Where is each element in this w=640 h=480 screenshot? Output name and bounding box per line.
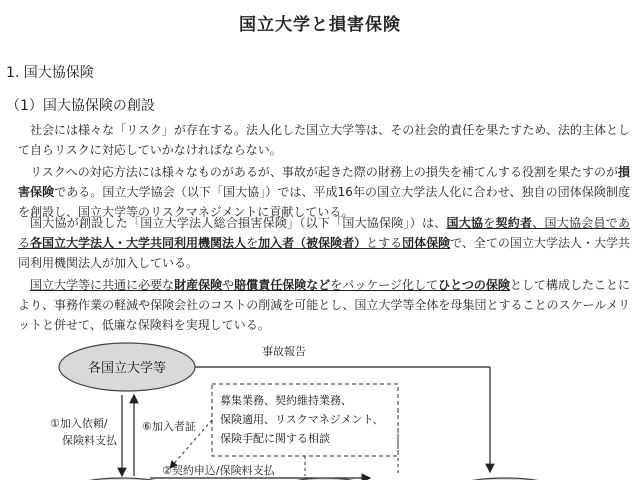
page-title: 国立大学と損害保険 [239, 15, 401, 35]
keyword-kokudaikyo: 国大協 [446, 216, 484, 230]
keyword-damage-insurance: 損害保険 [18, 165, 630, 199]
oval-universities-label: 各国立大学等 [87, 361, 167, 376]
paragraph-kokudaikyo-insurance: 国大協が創設した「国立大学法人総合損害保険」（以下「国大協保険」）は、国大協を契約者、国大協会員である各国立大学法人・大学共同利用機関法人を加入者（被保険者）とする団体保険で、全ての国立大学法人・大学共同利用機関法人が加入している。 [18, 216, 630, 270]
paragraph-risk: 社会には様々な「リスク」が存在する。法人化した国立大学等は、その社会的責任を果たすため、法的主体として自らリスクに対応していかなければならない。 [18, 123, 630, 157]
label-certificate: ⑥加入者証 [142, 420, 196, 433]
label-join-request-1: ①加入依頼/ [50, 417, 108, 430]
keyword-member-corporations: 各国立大学法人・大学共同利用機関法人 [30, 236, 247, 250]
keyword-liability-insurance: 賠償責任保険など [234, 278, 331, 292]
keyword-contractor: 契約者 [495, 216, 533, 230]
keyword-insured: 加入者（被保険者） [258, 236, 367, 250]
subsection-heading: （1）国大協保険の創設 [6, 98, 155, 114]
accident-report-label: 事故報告 [262, 345, 306, 358]
label-join-request-2: 保険料支払 [62, 434, 117, 447]
paragraph-insurance: リスクへの対応方法には様々なものがあるが、事故が起きた際の財務上の損失を補てんする役割を果たすのが損害保険である。国立大学協会（以下「国大協」）では、平成16年の国立大学法人化に合わせ、独自の団体保険制度を創設し、国立大学等のリスクマネジメントに貢献している。 [18, 165, 630, 219]
services-line-1: 募集業務、契約維持業務、 [220, 394, 352, 407]
paragraph-package: 国立大学等に共通に必要な財産保険や賠償責任保険などをパッケージ化してひとつの保険として構成したことにより、事務作業の軽減や保険会社のコストの削減を可能とし、国立大学等全体を母集団とすることのスケールメリットと併せて、低廉な保険料を実現している。 [18, 278, 630, 332]
services-line-3: 保険手配に関する相談 [220, 432, 330, 445]
insurance-flow-diagram [0, 340, 640, 480]
services-line-2: 保険適用、リスクマネジメント、 [220, 413, 384, 426]
keyword-group-insurance: 団体保険 [402, 236, 451, 250]
keyword-one-insurance: ひとつの保険 [438, 278, 510, 292]
section-heading: 1. 国大協保険 [6, 65, 94, 81]
label-contract-application: ②契約申込/保険料支払 [162, 464, 275, 477]
keyword-property-insurance: 財産保険 [174, 278, 223, 292]
